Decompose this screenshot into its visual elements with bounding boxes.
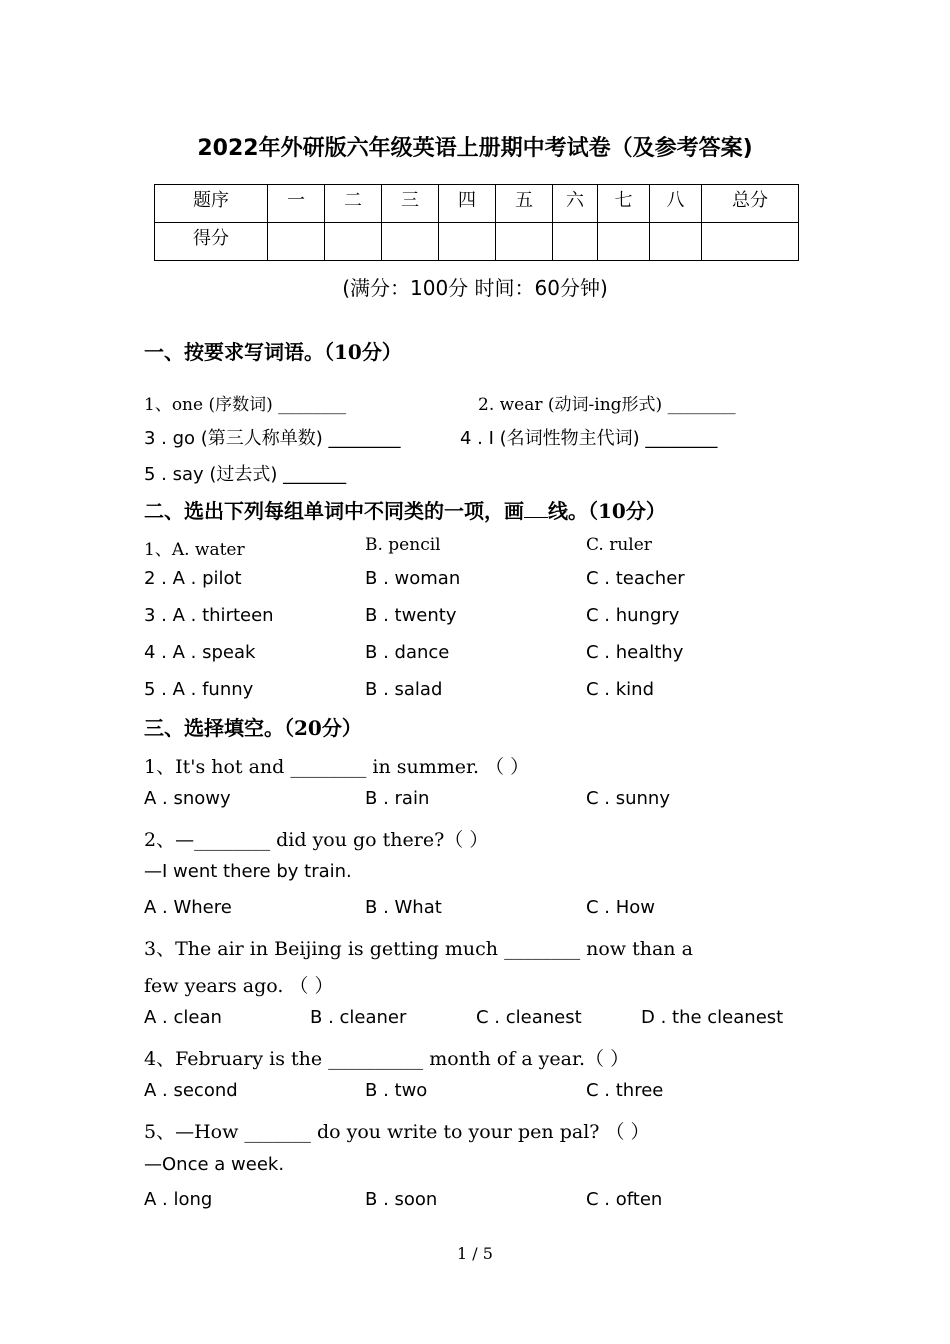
- score-cell[interactable]: [268, 223, 325, 261]
- section3-q3-option-b: B . cleaner: [310, 1007, 407, 1028]
- section2-heading: [144, 495, 666, 524]
- section2-row-3-option-a: 3 . A . thirteen: [144, 605, 274, 626]
- section3-q5-option-a: A . long: [144, 1189, 213, 1210]
- score-table: [154, 184, 799, 261]
- section3-q1-option-c: C . sunny: [586, 788, 670, 809]
- header-cell-order: 题序: [155, 185, 268, 223]
- section3-q4-option-b: B . two: [365, 1080, 428, 1101]
- section3-q3-option-d: D . the cleanest: [641, 1007, 784, 1028]
- header-cell-4: 四: [439, 185, 496, 223]
- section1-question-5: 5 . say (过去式) _______: [144, 464, 347, 485]
- score-row-label: 得分: [155, 223, 268, 261]
- header-cell-7: 七: [598, 185, 650, 223]
- header-cell-total: 总分: [702, 185, 799, 223]
- score-cell[interactable]: [598, 223, 650, 261]
- full-mark-and-time: (满分：100分 时间：60分钟): [342, 276, 608, 300]
- section2-row-1-option-a: 1、A. water: [144, 540, 245, 560]
- section2-row-3-option-c: C . hungry: [586, 605, 680, 626]
- section3-q3-option-c: C . cleanest: [476, 1007, 582, 1028]
- section2-heading-end: 线。（10分）: [548, 499, 666, 523]
- section2-row-5-option-b: B . salad: [365, 679, 443, 700]
- section2-row-2-option-b: B . woman: [365, 568, 461, 589]
- header-cell-3: 三: [382, 185, 439, 223]
- section3-q3-option-a: A . clean: [144, 1007, 222, 1028]
- section2-row-1-option-b: B. pencil: [365, 535, 441, 555]
- section1-question-2: 2. wear (动词-ing形式) ________: [478, 395, 736, 415]
- score-cell[interactable]: [325, 223, 382, 261]
- header-cell-8: 八: [650, 185, 702, 223]
- score-cell[interactable]: [439, 223, 496, 261]
- score-cell-total[interactable]: [702, 223, 799, 261]
- section1-question-1: 1、one (序数词) ________: [144, 395, 347, 415]
- section2-row-2-option-a: 2 . A . pilot: [144, 568, 242, 589]
- header-cell-1: 一: [268, 185, 325, 223]
- header-cell-5: 五: [496, 185, 553, 223]
- section3-q1-stem: 1、It's hot and ________ in summer. （ ）: [144, 756, 530, 778]
- score-table-header-row: [155, 185, 799, 223]
- header-cell-2: 二: [325, 185, 382, 223]
- document-title: 2022年外研版六年级英语上册期中考试卷（及参考答案): [197, 136, 753, 161]
- section3-q2-option-a: A . Where: [144, 897, 232, 918]
- section1-heading: 一、按要求写词语。（10分）: [144, 340, 402, 364]
- section3-q5-stem: 5、—How _______ do you write to your pen pal? （ ）: [144, 1121, 650, 1143]
- section3-q4-stem: 4、February is the __________ month of a year.（ ）: [144, 1048, 630, 1070]
- section3-q4-option-c: C . three: [586, 1080, 664, 1101]
- header-cell-6: 六: [553, 185, 598, 223]
- section3-q2-stem: 2、—________ did you go there?（ ）: [144, 829, 489, 851]
- section2-heading-start: 二、选出下列每组单词中不同类的一项，画: [144, 499, 524, 523]
- section3-q3-stem-line1: 3、The air in Beijing is getting much ________ now than a: [144, 938, 693, 960]
- section3-q5-option-c: C . often: [586, 1189, 663, 1210]
- section3-q5-reply: —Once a week.: [144, 1154, 285, 1175]
- score-cell[interactable]: [553, 223, 598, 261]
- section3-q1-option-a: A . snowy: [144, 788, 231, 809]
- section2-row-4-option-b: B . dance: [365, 642, 450, 663]
- section3-q4-option-a: A . second: [144, 1080, 238, 1101]
- score-cell[interactable]: [496, 223, 553, 261]
- underline-mark: [524, 497, 548, 518]
- section3-heading: 三、选择填空。（20分）: [144, 716, 362, 740]
- section2-row-2-option-c: C . teacher: [586, 568, 685, 589]
- section2-row-4-option-a: 4 . A . speak: [144, 642, 256, 663]
- score-table-score-row: [155, 223, 799, 261]
- score-cell[interactable]: [650, 223, 702, 261]
- section3-q5-option-b: B . soon: [365, 1189, 438, 1210]
- section2-row-5-option-c: C . kind: [586, 679, 654, 700]
- section3-q3-stem-line2: few years ago. （ ）: [144, 975, 334, 997]
- section2-row-1-option-c: C. ruler: [586, 535, 652, 555]
- section1-question-3: 3 . go (第三人称单数) ________: [144, 428, 401, 449]
- section2-row-4-option-c: C . healthy: [586, 642, 684, 663]
- page-number: 1 / 5: [457, 1244, 493, 1263]
- section2-row-3-option-b: B . twenty: [365, 605, 457, 626]
- section3-q2-option-c: C . How: [586, 897, 656, 918]
- section3-q2-reply: —I went there by train.: [144, 861, 352, 882]
- section2-row-5-option-a: 5 . A . funny: [144, 679, 254, 700]
- section3-q2-option-b: B . What: [365, 897, 442, 918]
- section3-q1-option-b: B . rain: [365, 788, 430, 809]
- score-cell[interactable]: [382, 223, 439, 261]
- section1-question-4: 4 . I (名词性物主代词) ________: [460, 428, 718, 449]
